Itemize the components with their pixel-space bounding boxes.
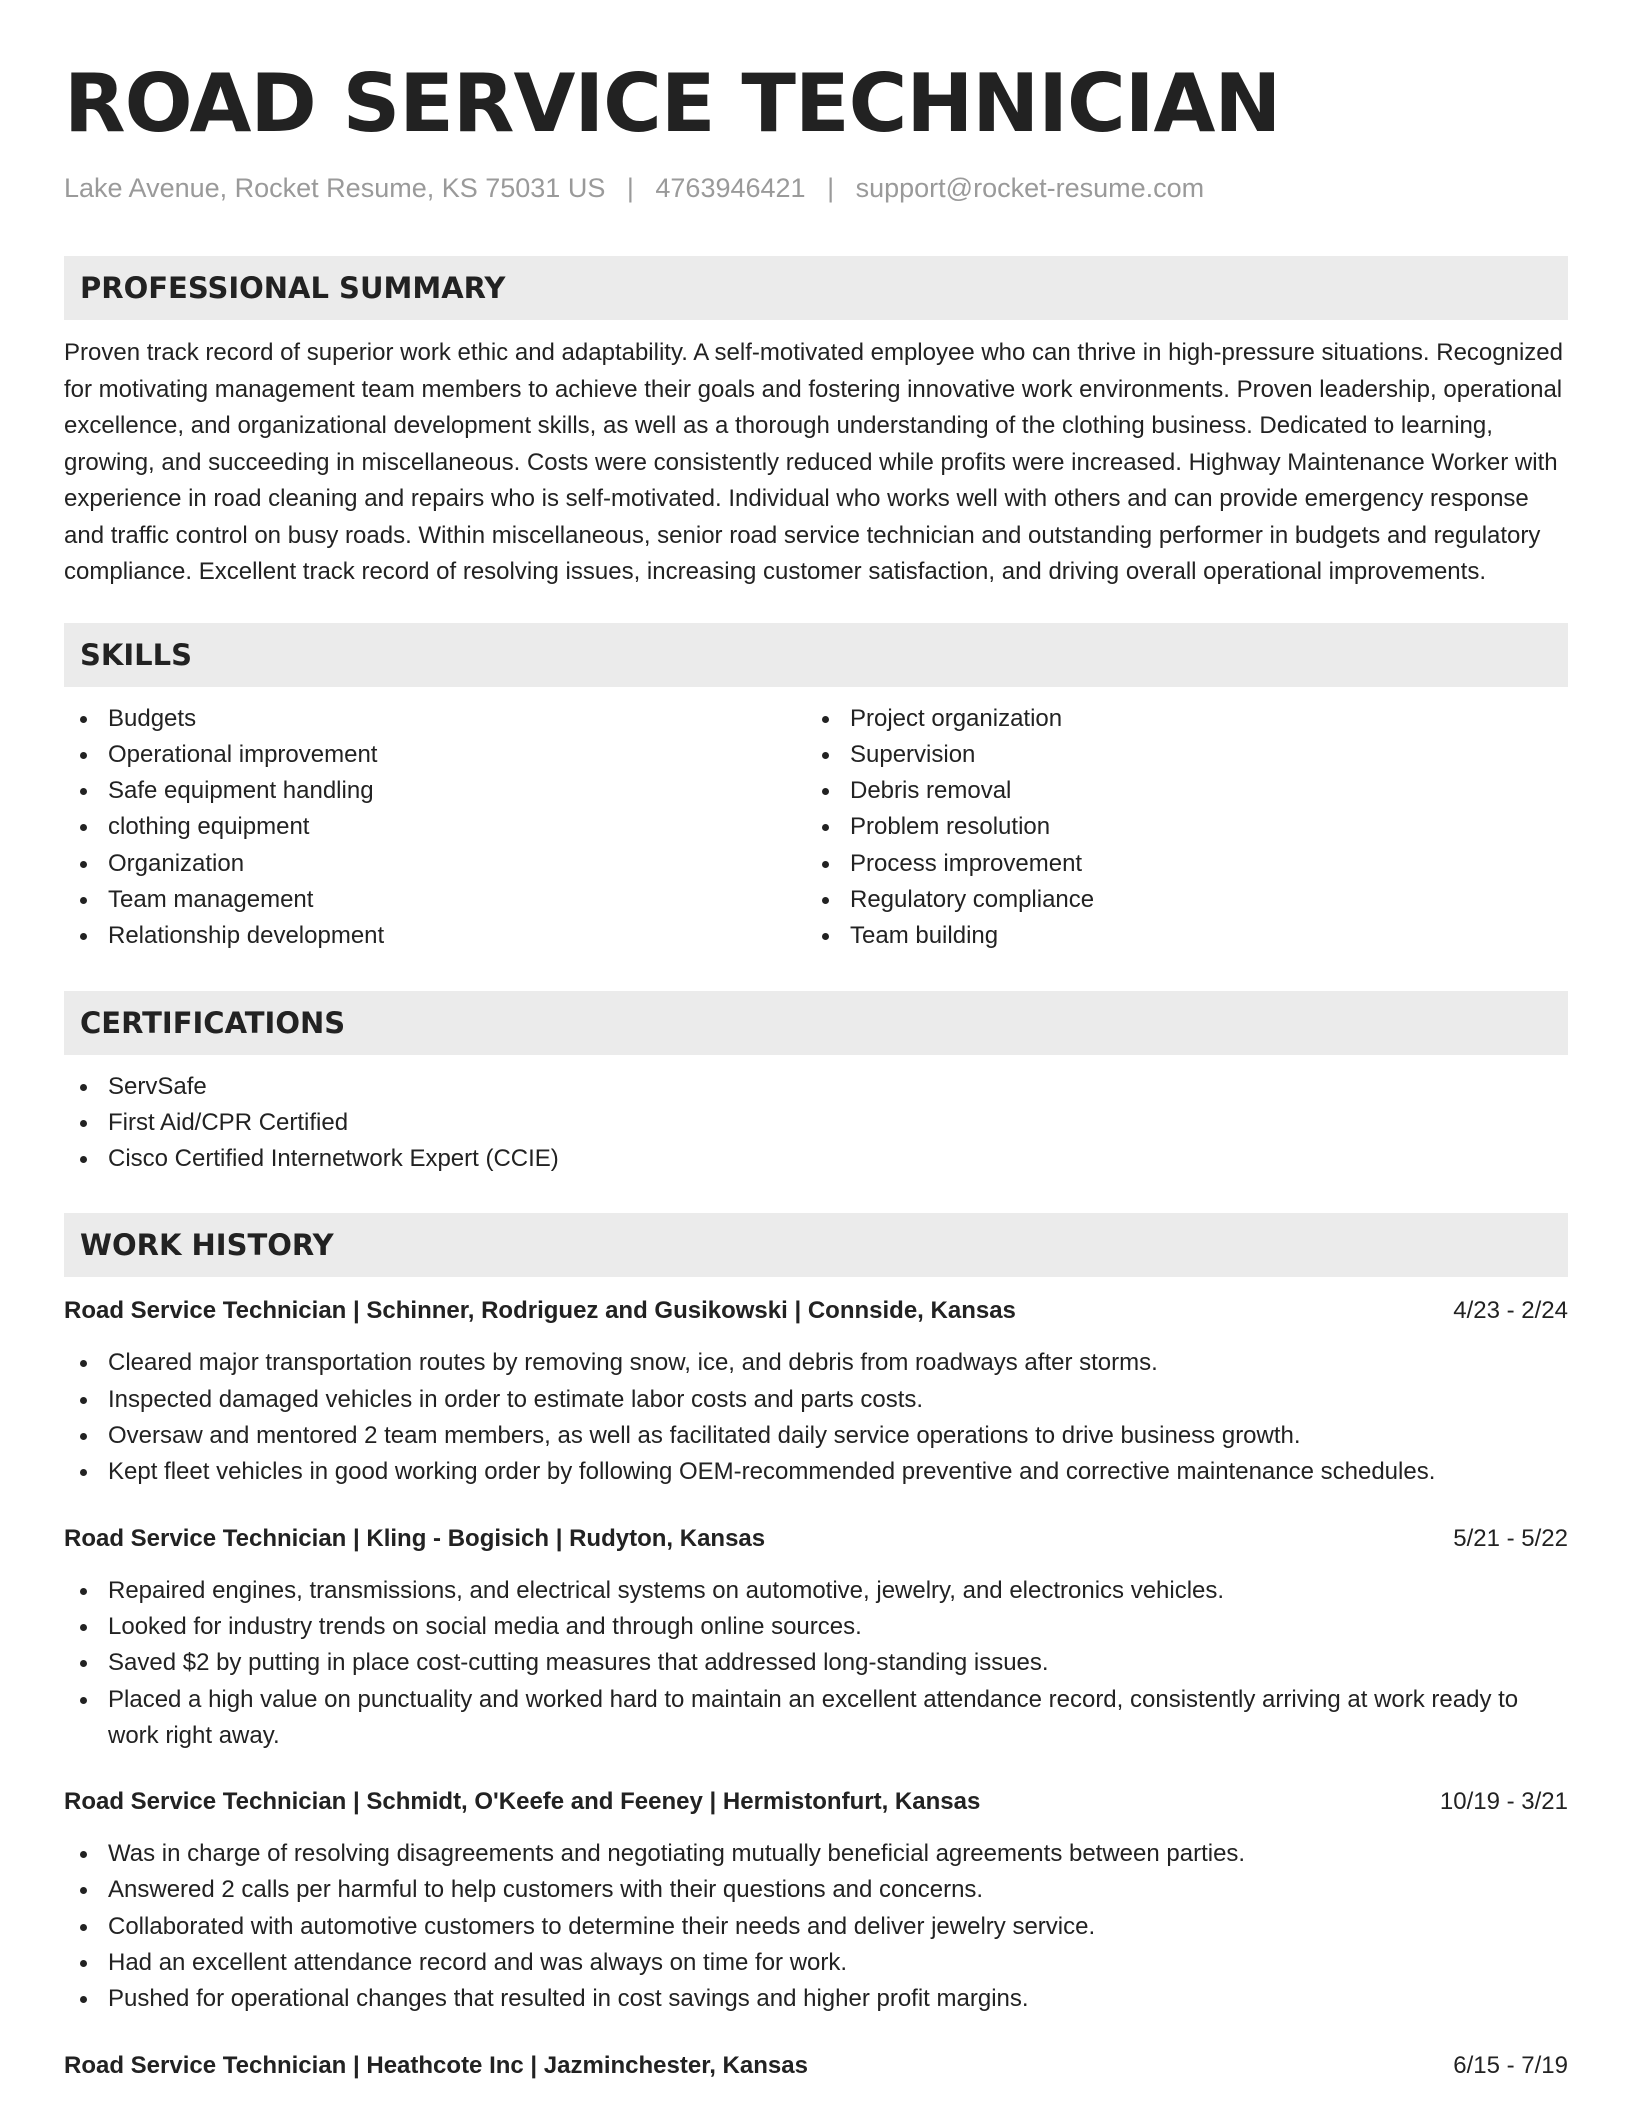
- contact-separator: |: [827, 173, 835, 203]
- contact-address: Lake Avenue, Rocket Resume, KS 75031 US: [64, 173, 606, 203]
- list-item: Inspected damaged vehicles in order to estimate labor costs and parts costs.: [64, 1382, 1568, 1418]
- job-title: Road Service Technician | Schinner, Rodriguez and Gusikowski | Connside, Kansas: [64, 1297, 1016, 1325]
- list-item: Placed a high value on punctuality and worked hard to maintain an excellent attendance record, consistently arriving at work ready to work right away.: [64, 1682, 1568, 1755]
- list-item: Project organization: [806, 701, 1548, 737]
- list-item: Had an excellent attendance record and was always on time for work.: [64, 1945, 1568, 1981]
- list-item: ServSafe: [64, 1069, 1568, 1105]
- list-item: Answered 2 calls per harmful to help customers with their questions and concerns.: [64, 1872, 1568, 1908]
- list-item: Budgets: [64, 701, 806, 737]
- list-item: Supervision: [806, 737, 1548, 773]
- job-header: [64, 1784, 1568, 1820]
- list-item: Problem resolution: [806, 809, 1548, 845]
- list-item: Process improvement: [806, 846, 1548, 882]
- resume-page: [64, 52, 1568, 2100]
- list-item: Relationship development: [64, 918, 806, 954]
- list-item: clothing equipment: [64, 809, 806, 845]
- job-header: [64, 1293, 1568, 1329]
- job-bullets: [64, 1573, 1568, 1754]
- list-item: Kept fleet vehicles in good working order by following OEM-recommended preventive and corrective maintenance schedules.: [64, 1454, 1568, 1490]
- job-entry: [64, 1521, 1568, 1754]
- list-item: Team management: [64, 882, 806, 918]
- contact-email[interactable]: support@rocket-resume.com: [855, 173, 1205, 203]
- work-history-heading: WORK HISTORY: [64, 1213, 1568, 1277]
- list-item: Regulatory compliance: [806, 882, 1548, 918]
- job-bullets: [64, 1345, 1568, 1490]
- job-dates: 10/19 - 3/21: [1439, 1788, 1568, 1816]
- list-item: Operational improvement: [64, 737, 806, 773]
- job-entry: [64, 1784, 1568, 2017]
- job-title: Road Service Technician | Kling - Bogisich | Rudyton, Kansas: [64, 1524, 766, 1552]
- list-item: Cleared major transportation routes by removing snow, ice, and debris from roadways after storms.: [64, 1345, 1568, 1381]
- job-header: [64, 2048, 1568, 2084]
- certifications-list: [64, 1069, 1568, 1178]
- list-item: Repaired engines, transmissions, and electrical systems on automotive, jewelry, and electronics vehicles.: [64, 1573, 1568, 1609]
- list-item: Cisco Certified Internetwork Expert (CCIE): [64, 1141, 1568, 1177]
- certifications-heading: CERTIFICATIONS: [64, 991, 1568, 1055]
- list-item: Saved $2 by putting in place cost-cutting measures that addressed long-standing issues.: [64, 1645, 1568, 1681]
- job-title: Road Service Technician | Heathcote Inc | Jazminchester, Kansas: [64, 2051, 808, 2079]
- list-item: Debris removal: [806, 773, 1548, 809]
- list-item: Collaborated with automotive customers to determine their needs and deliver jewelry service.: [64, 1909, 1568, 1945]
- list-item: Team building: [806, 918, 1548, 954]
- list-item: Was in charge of resolving disagreements and negotiating mutually beneficial agreements between parties.: [64, 1836, 1568, 1872]
- job-dates: 5/21 - 5/22: [1453, 1524, 1568, 1552]
- job-entry: [64, 2048, 1568, 2084]
- summary-text: Proven track record of superior work ethic and adaptability. A self-motivated employee who can thrive in high-pressure situations. Recognized for motivating management team members to achieve their goals and fostering innovative work environments. Proven leadership, operational excellence, and organizational development skills, as well as a thorough understanding of the clothing business. Dedicated to learning, growing, and succeeding in miscellaneous. Costs were consistently reduced while profits were increased. Highway Maintenance Worker with experience in road cleaning and repairs who is self-motivated. Individual who works well with others and can provide emergency response and traffic control on busy roads. Within miscellaneous, senior road service technician and outstanding performer in budgets and regulatory compliance. Excellent track record of resolving issues, increasing customer satisfaction, and driving overall operational improvements.: [64, 339, 1563, 585]
- job-dates: 6/15 - 7/19: [1453, 2051, 1568, 2079]
- skills-heading: SKILLS: [64, 623, 1568, 687]
- contact-phone: 4763946421: [655, 173, 806, 203]
- job-dates: 4/23 - 2/24: [1453, 1297, 1568, 1325]
- skills-list-left: [64, 701, 806, 955]
- list-item: First Aid/CPR Certified: [64, 1105, 1568, 1141]
- contact-separator: |: [626, 173, 634, 203]
- skills-columns: [64, 701, 1568, 955]
- resume-title: ROAD SERVICE TECHNICIAN: [64, 57, 1281, 150]
- list-item: Looked for industry trends on social media and through online sources.: [64, 1609, 1568, 1645]
- summary-heading: PROFESSIONAL SUMMARY: [64, 256, 1568, 320]
- list-item: Pushed for operational changes that resulted in cost savings and higher profit margins.: [64, 1981, 1568, 2017]
- job-list: [64, 1293, 1568, 2083]
- work-history-section: [64, 1213, 1568, 2083]
- summary-section: [64, 256, 1568, 591]
- contact-line: [64, 170, 1568, 206]
- list-item: Organization: [64, 846, 806, 882]
- job-header: [64, 1521, 1568, 1557]
- certifications-section: [64, 991, 1568, 1178]
- list-item: Oversaw and mentored 2 team members, as well as facilitated daily service operations to drive business growth.: [64, 1418, 1568, 1454]
- skills-list-right: [806, 701, 1548, 955]
- list-item: Safe equipment handling: [64, 773, 806, 809]
- job-bullets: [64, 1836, 1568, 2017]
- job-entry: [64, 1293, 1568, 1490]
- skills-section: [64, 623, 1568, 955]
- job-title: Road Service Technician | Schmidt, O'Keefe and Feeney | Hermistonfurt, Kansas: [64, 1788, 981, 1816]
